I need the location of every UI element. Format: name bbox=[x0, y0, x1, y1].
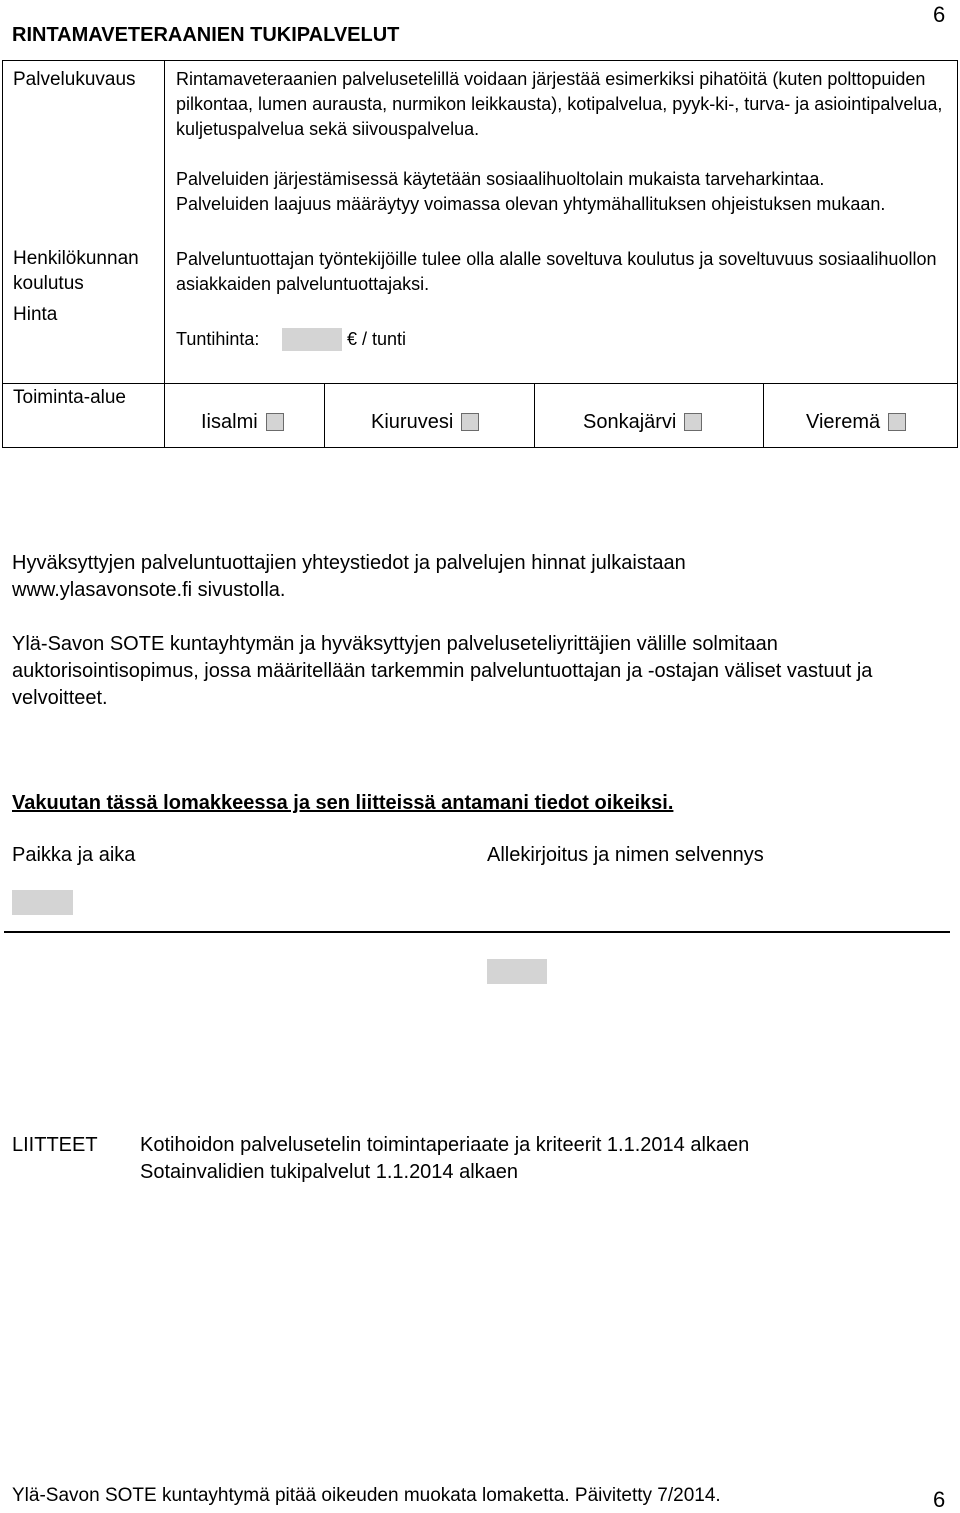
label-operating-area: Toiminta-alue bbox=[13, 387, 126, 408]
organization-text-1: Palveluiden järjestämisessä käytetään sosiaalihuoltolain mukaista tarveharkintaa. bbox=[176, 169, 825, 189]
area-checkbox-kiuruvesi[interactable] bbox=[461, 413, 479, 431]
organization-text-2: Palveluiden laajuus määräytyy voimassa olevan yhtymähallituksen ohjeistuksen mukaan. bbox=[176, 194, 886, 214]
label-price: Hinta bbox=[13, 304, 58, 325]
area-divider-2 bbox=[534, 383, 535, 447]
place-date-label: Paikka ja aika bbox=[12, 844, 136, 866]
area-label-iisalmi: Iisalmi bbox=[201, 411, 258, 433]
info-paragraph-agreement: Ylä-Savon SOTE kuntayhtymän ja hyväksyttyjen palveluseteliyrittäjien välille solmitaan auktorisointisopimus, jossa määritellään tarkemmin palveluntuottajan ja -ostajan väliset vastuut ja velvoitteet. bbox=[12, 633, 873, 709]
page-number-bottom: 6 bbox=[933, 1487, 946, 1512]
signature-input-field[interactable] bbox=[487, 959, 547, 984]
area-checkbox-sonkajarvi[interactable] bbox=[684, 413, 702, 431]
table-divider-vertical bbox=[164, 61, 165, 447]
staff-training-text: Palveluntuottajan työntekijöille tulee olla alalle soveltuva koulutus ja soveltuvuus sosiaalihuollon asiakkaiden palveluntuottajaksi. bbox=[176, 249, 937, 294]
area-option-kiuruvesi bbox=[371, 408, 479, 436]
area-checkbox-iisalmi[interactable] bbox=[266, 413, 284, 431]
page-title: RINTAMAVETERAANIEN TUKIPALVELUT bbox=[12, 24, 400, 46]
signature-label: Allekirjoitus ja nimen selvennys bbox=[487, 844, 764, 866]
label-staff-training: Henkilökunnan koulutus bbox=[13, 248, 139, 294]
area-option-vierema bbox=[806, 408, 906, 436]
price-input-field[interactable] bbox=[282, 328, 342, 351]
price-unit: € / tunti bbox=[347, 329, 407, 349]
area-divider-3 bbox=[763, 383, 764, 447]
area-option-sonkajarvi bbox=[583, 408, 702, 436]
area-label-sonkajarvi: Sonkajärvi bbox=[583, 411, 677, 433]
attachment-item: Sotainvalidien tukipalvelut 1.1.2014 alkaen bbox=[140, 1161, 519, 1183]
attachment-item: Kotihoidon palvelusetelin toimintaperiaate ja kriteerit 1.1.2014 alkaen bbox=[140, 1134, 750, 1156]
area-option-iisalmi bbox=[201, 408, 284, 436]
signature-line bbox=[4, 931, 950, 933]
service-info-table bbox=[2, 60, 958, 448]
footer-note: Ylä-Savon SOTE kuntayhtymä pitää oikeuden muokata lomaketta. Päivitetty 7/2014. bbox=[12, 1485, 721, 1506]
area-label-vierema: Vieremä bbox=[806, 411, 881, 433]
table-divider-label bbox=[3, 383, 164, 384]
price-label: Tuntihinta: bbox=[176, 329, 260, 349]
area-checkbox-vierema[interactable] bbox=[888, 413, 906, 431]
info-paragraph-publication: Hyväksyttyjen palveluntuottajien yhteystiedot ja palvelujen hinnat julkaistaan www.ylasavonsote.fi sivustolla. bbox=[12, 552, 686, 601]
page-number-top: 6 bbox=[933, 2, 946, 27]
label-service-description: Palvelukuvaus bbox=[13, 69, 136, 90]
table-divider-area bbox=[164, 383, 957, 384]
area-divider-1 bbox=[324, 383, 325, 447]
place-date-input-field[interactable] bbox=[12, 890, 73, 915]
area-label-kiuruvesi: Kiuruvesi bbox=[371, 411, 454, 433]
service-description-text: Rintamaveteraanien palvelusetelillä voidaan järjestää esimerkiksi pihatöitä (kuten polttopuiden pilkontaa, lumen aurausta, nurmikon leikkausta), kotipalvelua, pyyk-ki-, turva- ja asiointipalvelua, kuljetuspalvelua sekä siivouspalvelua. bbox=[176, 69, 943, 139]
attachments-label: LIITTEET bbox=[12, 1134, 98, 1156]
declaration-text: Vakuutan tässä lomakkeessa ja sen liitteissä antamani tiedot oikeiksi. bbox=[12, 792, 674, 814]
